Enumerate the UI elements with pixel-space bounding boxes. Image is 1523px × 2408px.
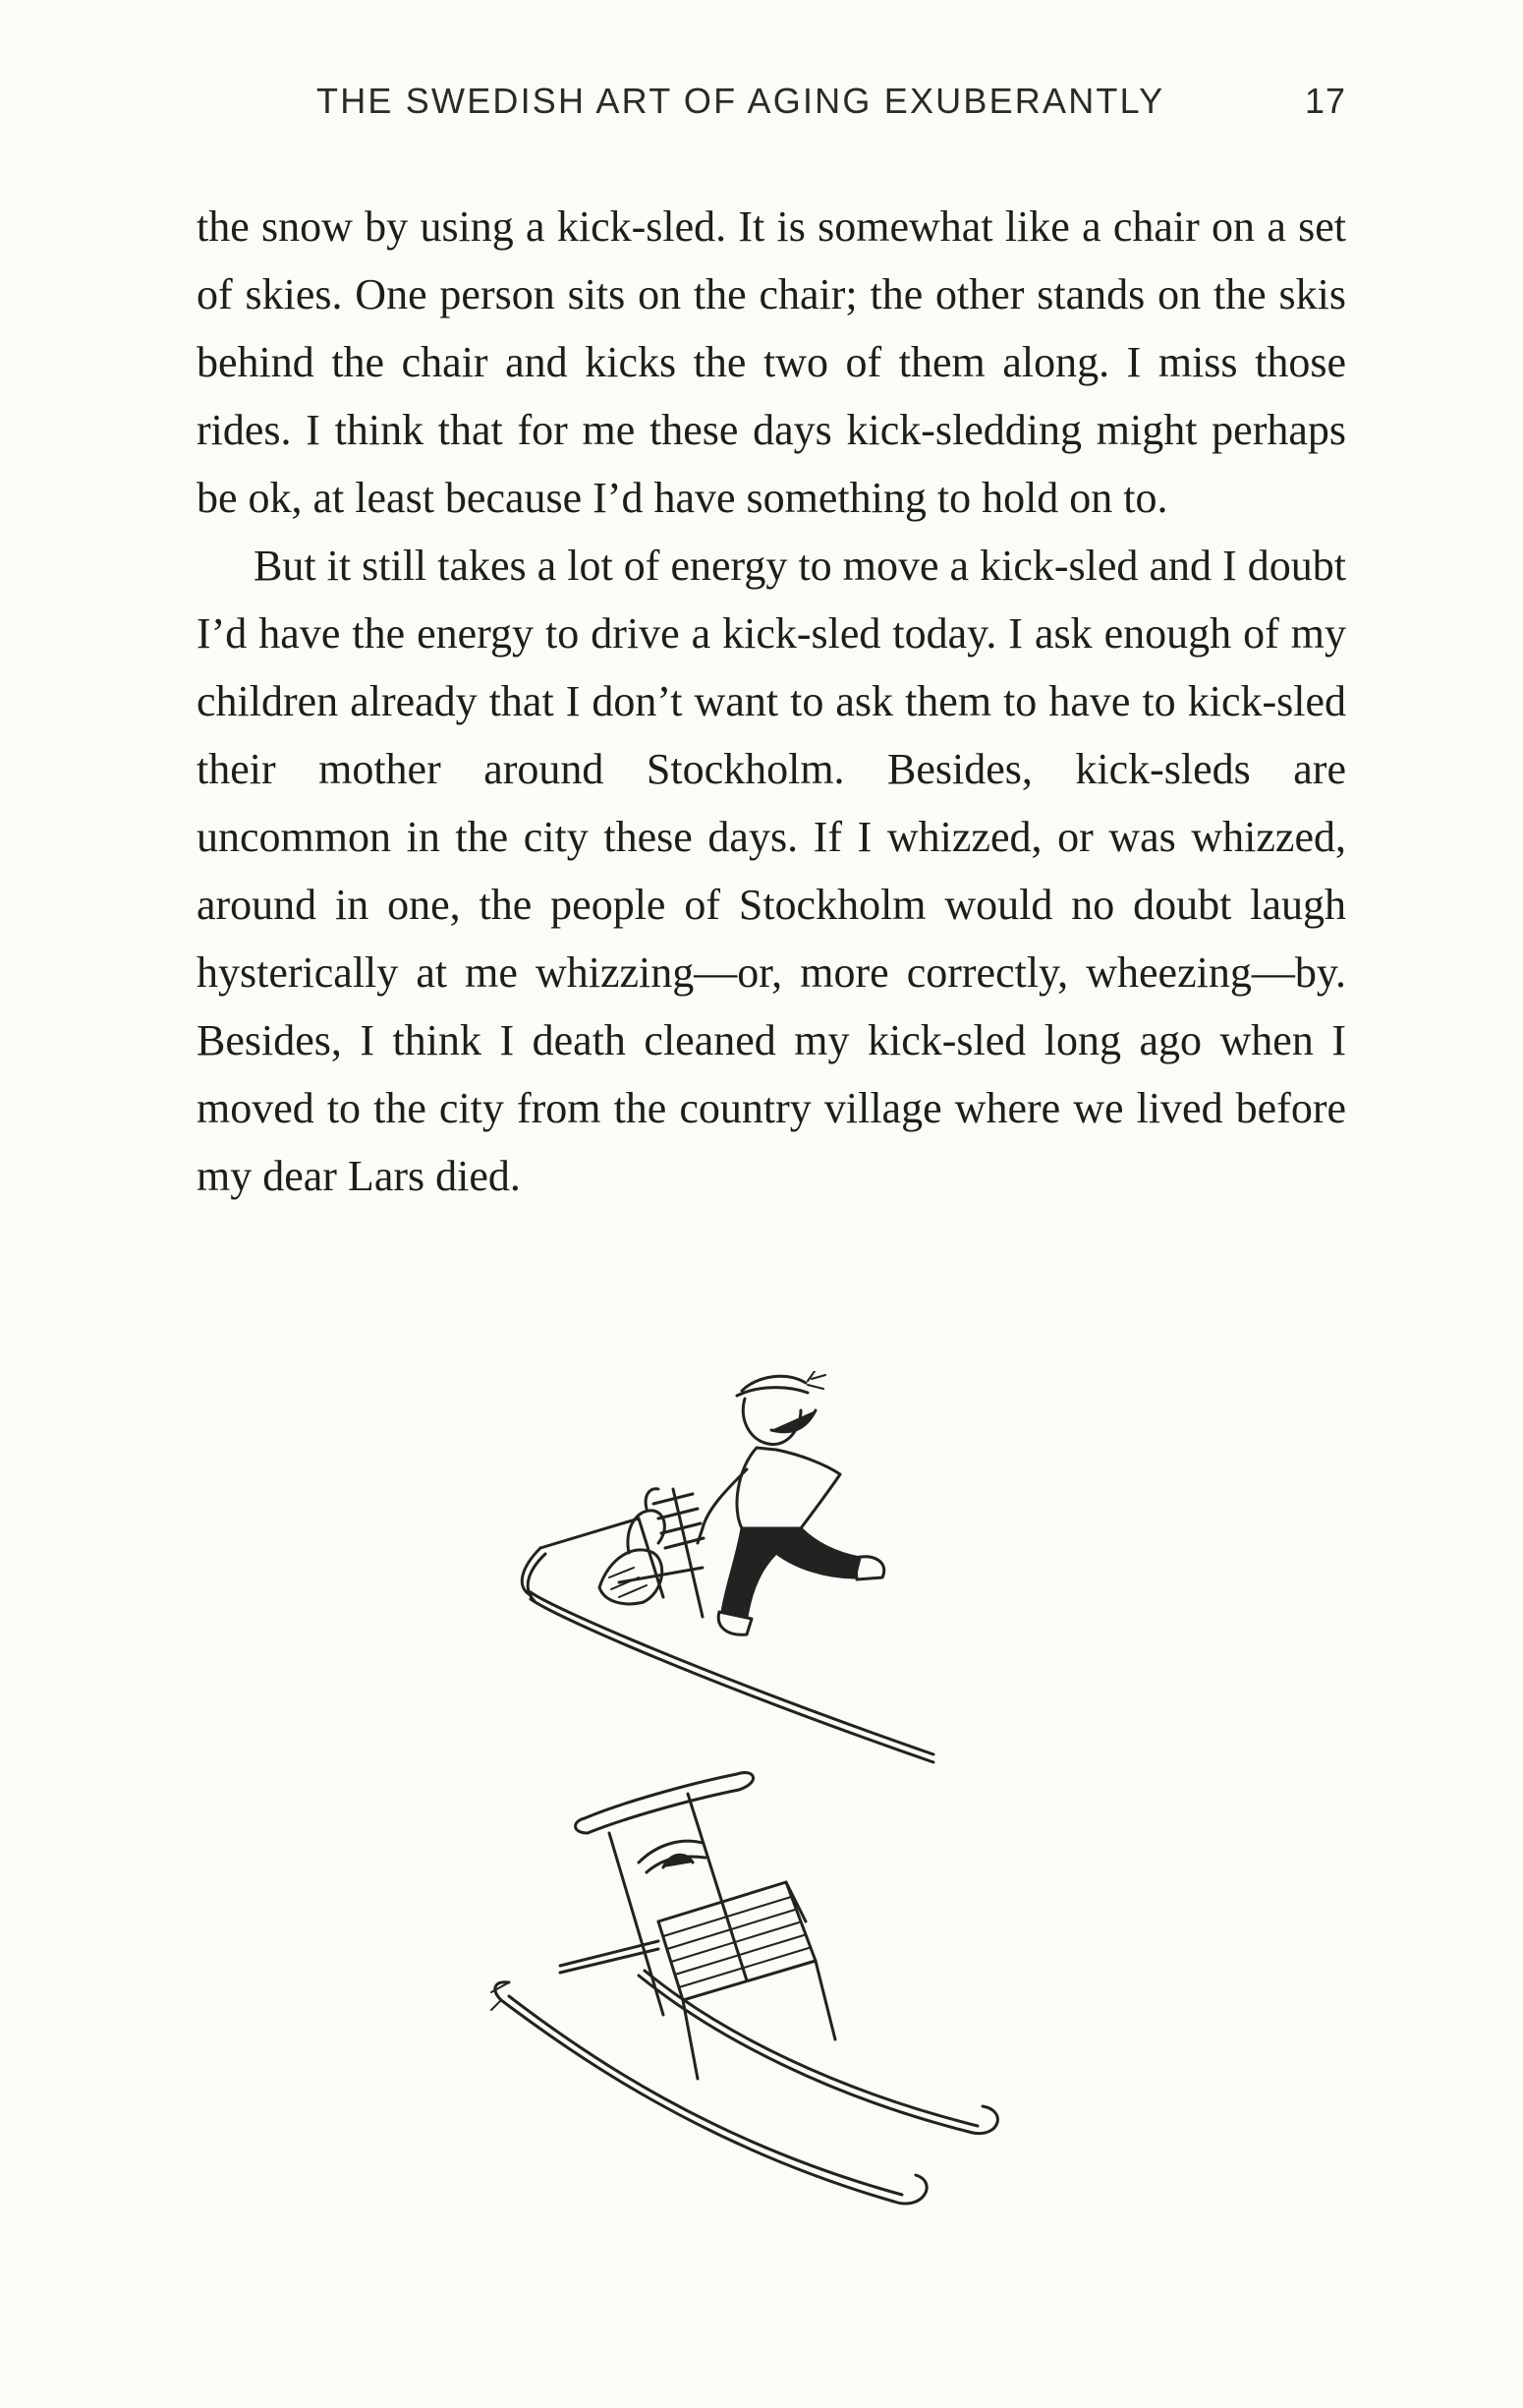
kick-sled-drawing <box>462 1371 1051 2246</box>
running-head <box>197 81 1346 130</box>
empty-kick-sled <box>491 1773 997 2204</box>
paragraph-2: But it still takes a lot of energy to move a kick-sled and I doubt I’d have the energy to drive a kick-sled today. I ask enough of my children already that I don’t want to ask them to have to kick-sled their mother around Stockholm. Besides, kick-sleds are uncommon in the city these days. If I whizzed, or was whizzed, around in one, the people of Stockholm would no doubt laugh hysterically at me whizzing—or, more correctly, wheezing—by. Besides, I think I death cleaned my kick-sled long ago when I moved to the city from the country village where we lived before my dear Lars died. <box>197 542 1346 1200</box>
body-text <box>197 193 1346 1210</box>
kick-sled-illustration <box>462 1371 1051 2246</box>
kick-sled-with-rider <box>522 1371 933 1762</box>
page-number: 17 <box>1304 81 1346 121</box>
running-title: THE SWEDISH ART OF AGING EXUBERANTLY <box>316 81 1165 121</box>
paragraph-1: the snow by using a kick-sled. It is somewhat like a chair on a set of skies. One person sits on the chair; the other stands on the skis behind the chair and kicks the two of them along. I miss those rides. I think that for me these days kick-sledding might perhaps be ok, at least because I’d have something to hold on to. <box>197 202 1346 522</box>
